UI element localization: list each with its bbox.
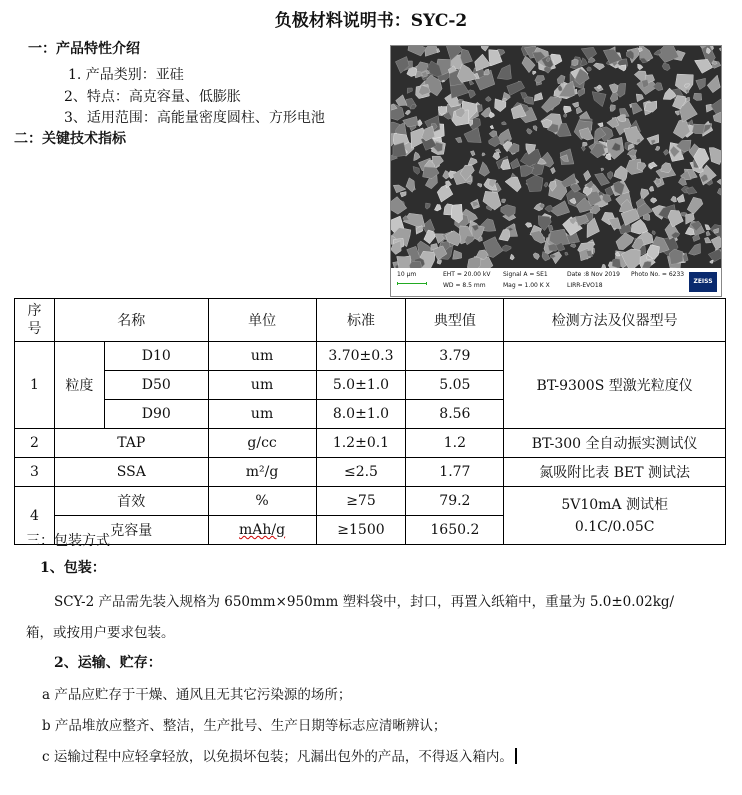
packaging-heading: 1、包装： [40, 560, 106, 576]
tap-standard: 1.2±0.1 [316, 429, 406, 458]
table-row [15, 429, 726, 458]
row4-method-line1: 5V10mA 测试柜 [561, 496, 668, 513]
capacity-typical: 1650.2 [406, 516, 504, 545]
packaging-text-line2: 箱，或按用户要求包装。 [26, 625, 175, 641]
storage-item-a: a 产品应贮存于干燥、通风且无其它污染源的场所； [42, 687, 352, 703]
header-no-text: 序号 [27, 303, 42, 337]
sem-particle [612, 259, 620, 268]
capacity-name: 克容量 [54, 516, 208, 545]
header-no [15, 299, 55, 342]
header-method: 检测方法及仪器型号 [504, 299, 726, 342]
section2-heading: 二：关键技术指标 [14, 131, 126, 147]
capacity-unit-text: mAh/g [239, 522, 286, 538]
d50-typical: 5.05 [406, 371, 504, 400]
ssa-method: 氮吸附比表 BET 测试法 [504, 458, 726, 487]
zeiss-logo: ZEISS [689, 272, 717, 292]
sem-particle [437, 260, 441, 265]
sem-particles-image [391, 46, 721, 268]
efficiency-unit: % [208, 487, 316, 516]
d10-standard: 3.70±0.3 [316, 342, 406, 371]
row4-method-line2: 0.1C/0.05C [574, 518, 655, 535]
table-row [15, 458, 726, 487]
sem-particle [409, 261, 421, 268]
spec-table [14, 298, 726, 545]
sem-scale-bar [397, 282, 427, 285]
capacity-unit [208, 516, 316, 545]
row4-method [504, 487, 726, 545]
sem-particle [397, 256, 411, 268]
sem-photo-no: Photo No. = 6233 [631, 271, 685, 278]
sem-wd: WD = 8.5 mm [443, 282, 486, 289]
sem-particle [686, 89, 689, 92]
storage-item-b: b 产品堆放应整齐、整洁，生产批号、生产日期等标志应清晰辨认； [42, 718, 447, 734]
capacity-standard: ≥1500 [316, 516, 406, 545]
sem-info-bar [391, 268, 721, 296]
section1-heading: 一：产品特性介绍 [28, 41, 140, 57]
product-applications: 3、适用范围：高能量密度圆柱、方形电池 [64, 110, 325, 126]
header-unit: 单位 [208, 299, 316, 342]
d50-unit: um [208, 371, 316, 400]
d10-name: D10 [104, 342, 208, 371]
sem-particle [693, 93, 701, 100]
row1-no: 1 [15, 342, 55, 429]
d50-standard: 5.0±1.0 [316, 371, 406, 400]
table-row [15, 342, 726, 371]
row4-no: 4 [15, 487, 55, 545]
efficiency-standard: ≥75 [316, 487, 406, 516]
efficiency-typical: 79.2 [406, 487, 504, 516]
header-standard: 标准 [316, 299, 406, 342]
storage-item-c: c 运输过程中应轻拿轻放，以免损坏包装；凡漏出包外的产品，不得返入箱内。 [42, 749, 513, 765]
d90-unit: um [208, 400, 316, 429]
storage-item-c-line [42, 745, 517, 765]
header-name: 名称 [54, 299, 208, 342]
ssa-unit: m²/g [208, 458, 316, 487]
product-category: 1. 产品类别：亚硅 [68, 67, 184, 83]
sem-eht: EHT = 20.00 kV [443, 271, 491, 278]
tap-method: BT-300 全自动振实测试仪 [504, 429, 726, 458]
packaging-text-line1: SCY-2 产品需先装入规格为 650mm×950mm 塑料袋中，封口，再置入纸箱中，重量为 5.0±0.02kg/ [54, 594, 675, 610]
sem-micrograph [390, 45, 722, 297]
efficiency-name: 首效 [54, 487, 208, 516]
sem-instrument: LIRR-EVO18 [567, 282, 603, 289]
tap-typical: 1.2 [406, 429, 504, 458]
header-typical: 典型值 [406, 299, 504, 342]
ssa-name: SSA [54, 458, 208, 487]
page-title: 负极材料说明书：SYC-2 [274, 11, 468, 31]
d50-name: D50 [104, 371, 208, 400]
d90-name: D90 [104, 400, 208, 429]
granularity-method: BT-9300S 型激光粒度仪 [504, 342, 726, 429]
d10-unit: um [208, 342, 316, 371]
sem-particle [565, 252, 568, 255]
text-cursor [515, 748, 517, 764]
sem-particle [692, 124, 704, 134]
d90-standard: 8.0±1.0 [316, 400, 406, 429]
d10-typical: 3.79 [406, 342, 504, 371]
sem-date: Date :8 Nov 2019 [567, 271, 620, 278]
ssa-typical: 1.77 [406, 458, 504, 487]
transport-storage-heading: 2、运输、贮存： [54, 655, 162, 671]
tap-no: 2 [15, 429, 55, 458]
granularity-label: 粒度 [54, 342, 104, 429]
tap-name: TAP [54, 429, 208, 458]
table-row [15, 487, 726, 516]
ssa-standard: ≤2.5 [316, 458, 406, 487]
sem-scale-label: 10 μm [397, 271, 417, 278]
sem-particle [572, 59, 579, 66]
sem-signal: Signal A = SE1 [503, 271, 548, 278]
table-header-row [15, 299, 726, 342]
product-features: 2、特点：高克容量、低膨胀 [64, 89, 241, 105]
sem-mag: Mag = 1.00 K X [503, 282, 550, 289]
ssa-no: 3 [15, 458, 55, 487]
tap-unit: g/cc [208, 429, 316, 458]
d90-typical: 8.56 [406, 400, 504, 429]
section3-heading: 三：包装方式 [26, 533, 110, 549]
